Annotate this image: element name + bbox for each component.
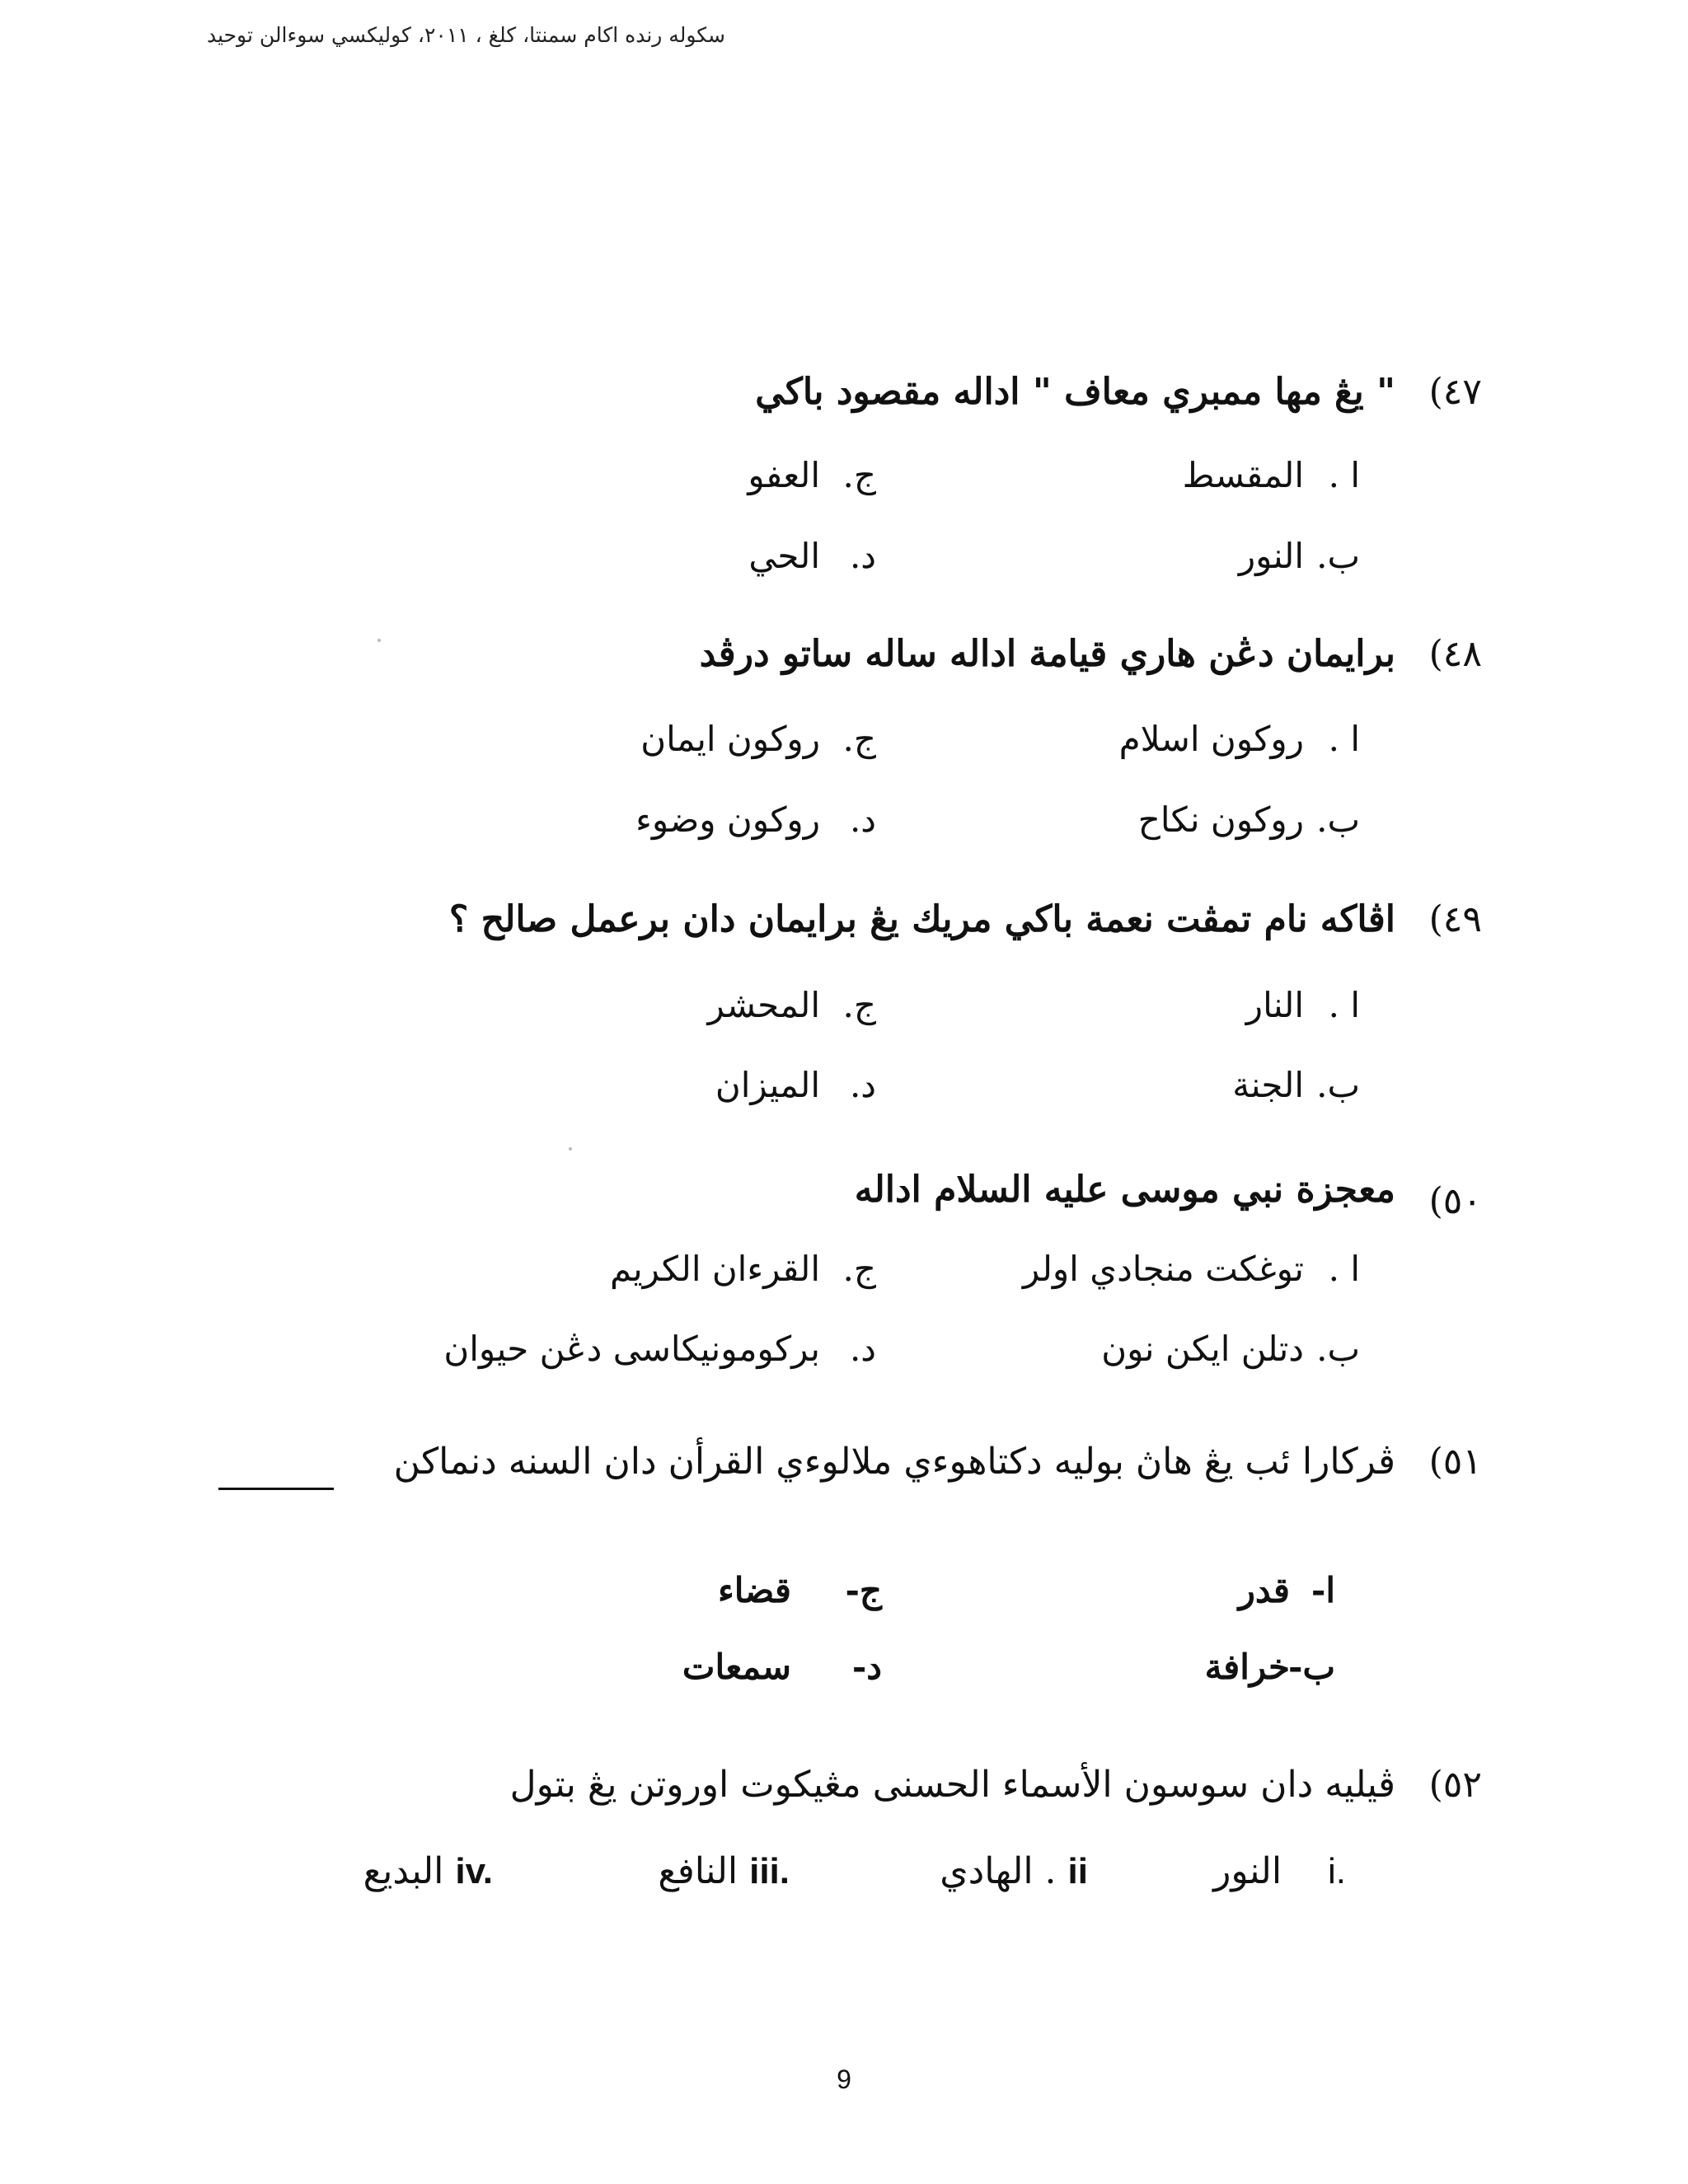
option-letter: ج- [845,1570,882,1610]
option-d [682,1647,882,1687]
option-letter: ا . [1328,719,1360,759]
option-b [1138,799,1360,840]
option-text: روكون ايمان [640,719,820,759]
option-text: روكون اسلام [1118,719,1304,759]
option-text: توغكت منجادي اولر [1022,1249,1304,1289]
option-c [640,719,876,759]
option-a [1023,1249,1360,1289]
option-text: سمعات [682,1647,791,1687]
option-a [1239,1570,1335,1610]
question-48 [246,633,1482,682]
question-number: ٤٨) [1428,633,1482,675]
option-text: الجنة [1232,1065,1304,1105]
option-b [1239,536,1360,576]
option-d [715,1065,876,1105]
option-a [1246,985,1360,1025]
option-text: روكون نكاح [1137,799,1304,840]
option-text: قضاء [717,1570,791,1610]
option-letter: ا . [1328,1249,1360,1289]
option-text: النار [1245,985,1304,1025]
item-text: النور [1213,1850,1282,1892]
option-letter: د. [849,1065,876,1105]
item-numeral: ii [1067,1851,1088,1891]
question-52 [246,1764,1482,1813]
option-letter: د. [849,536,876,576]
item-text: النافع [658,1850,738,1892]
question-text: معجزة نبي موسى عليه السلام اداله [854,1169,1395,1211]
option-letter: ب. [1316,1065,1360,1105]
order-item-3 [658,1850,790,1892]
question-number: ٥٢) [1428,1764,1482,1806]
item-numeral: iv. [455,1851,493,1891]
scan-speck [377,639,381,642]
option-letter: د. [849,799,876,840]
question-47 [246,371,1482,420]
option-text: قدر [1238,1570,1290,1610]
option-b [1232,1065,1360,1105]
option-letter: ج. [842,455,876,495]
option-text: النور [1238,536,1304,576]
option-letter: ج. [842,1249,876,1289]
question-text: اڤاكه نام تمڤت نعمة باكي مريك يڠ برايمان دان برعمل صالح ؟ [448,898,1395,940]
item-numeral: i. [1328,1851,1346,1891]
option-c [748,455,876,495]
option-text: العفو [748,455,820,495]
question-text: ڤركارا ئب يڠ هاڽ بوليه دكتاهوءي ملالوءي القرأن دان السنه دنماكن [393,1441,1395,1483]
question-number: ٤٧) [1428,371,1482,413]
option-text: بركومونيكاسى دڠن حيوان [443,1329,820,1369]
option-d [635,799,876,840]
order-item-1 [1213,1850,1346,1892]
option-a [1119,719,1360,759]
option-letter: ا . [1328,985,1360,1025]
page-header: سكوله رنده اكام سمنتا، كلغ ، ٢٠١١، كوليكسي سوءالن توحيد [206,23,725,47]
option-d [748,536,876,576]
option-c [708,985,877,1025]
question-49 [246,898,1482,948]
option-c [610,1249,876,1289]
question-50 [246,1169,1482,1222]
option-text: الميزان [715,1065,820,1105]
scan-speck [569,1147,572,1151]
item-text: . الهادي [940,1850,1057,1892]
page-number: 9 [837,2064,851,2094]
option-a [1183,455,1360,495]
option-b [1101,1329,1360,1369]
option-letter: ب- [1288,1647,1335,1687]
order-item-4 [363,1850,493,1892]
option-letter: د. [849,1329,876,1369]
question-number: ٥٠) [1428,1180,1482,1222]
option-text: روكون وضوء [635,799,820,840]
question-number: ٤٩) [1428,898,1482,940]
question-text: برايمان دڠن هاري قيامة اداله ساله ساتو درڤد [699,633,1395,675]
option-letter: ب. [1316,1329,1360,1369]
option-text: القرءان الكريم [610,1249,820,1289]
option-text: المحشر [707,985,820,1025]
question-text: " يڠ مها ممبري معاف " اداله مقصود باكي [755,371,1395,413]
item-text: البديع [363,1850,444,1892]
option-letter: ب. [1316,799,1360,840]
option-text: الحي [748,536,820,576]
option-letter: ا- [1311,1570,1335,1610]
question-number: ٥١) [1428,1441,1482,1483]
question-51 [196,1441,1482,1490]
item-numeral: iii. [749,1851,790,1891]
option-letter: ا . [1328,455,1360,495]
option-letter: ب. [1316,536,1360,576]
option-text: خرافة [1204,1647,1290,1687]
question-text: ڤيليه دان سوسون الأسماء الحسنى مڠيكوت اوروتن يڠ بتول [509,1764,1395,1806]
option-b [1205,1647,1335,1687]
option-c [718,1570,882,1610]
option-letter: ج. [842,719,876,759]
answer-blank [218,1488,334,1490]
option-letter: ج. [842,985,876,1025]
option-d [443,1329,876,1369]
option-text: المقسط [1182,455,1304,495]
option-letter: د- [851,1647,882,1687]
option-text: دتلن ايكن نون [1101,1329,1304,1369]
order-item-2 [940,1850,1088,1892]
